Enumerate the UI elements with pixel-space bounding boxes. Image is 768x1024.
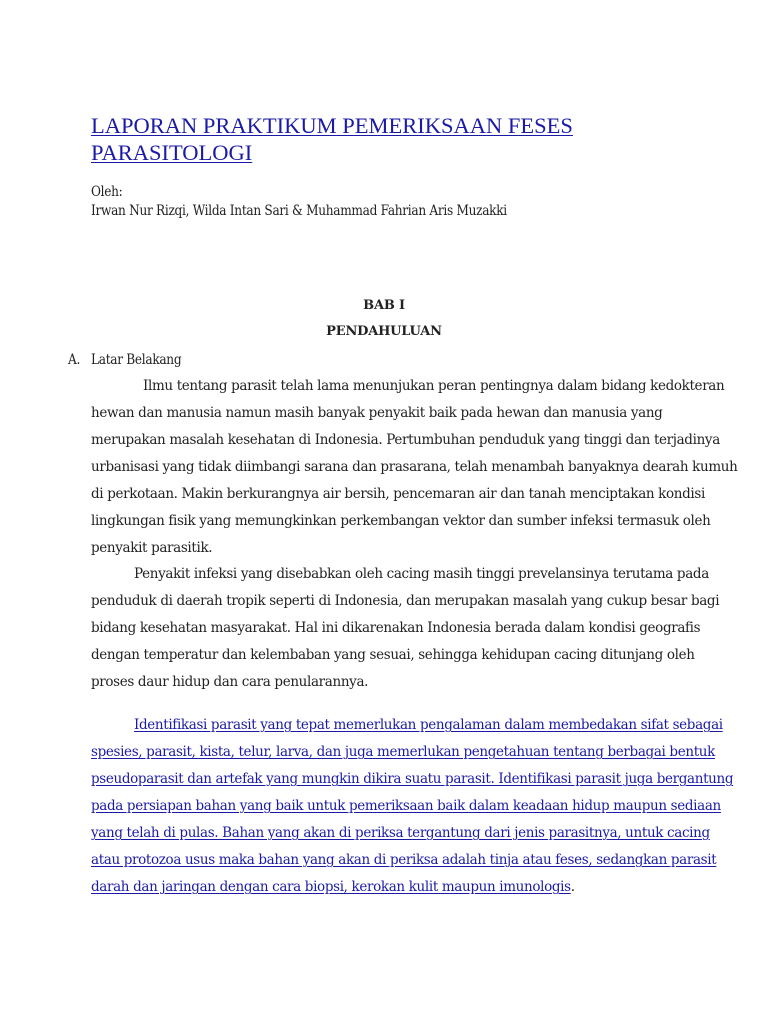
paragraph-3-link[interactable]	[91, 712, 734, 901]
paragraph-line: proses daur hidup dan cara penularannya.	[91, 674, 369, 690]
paragraph-link-line[interactable]	[91, 874, 691, 901]
link-text[interactable]: Identifikasi parasit yang tepat memerlukan pengalaman dalam membedakan sifat sebagai	[134, 717, 723, 733]
author-names: Irwan Nur Rizqi, Wilda Intan Sari & Muhammad Fahrian Aris Muzakki	[91, 203, 507, 219]
paragraph-line: Ilmu tentang parasit telah lama menunjukan peran pentingnya dalam bidang kedokteran	[143, 378, 725, 394]
link-text[interactable]: pada persiapan bahan yang baik untuk pemeriksaan baik dalam keadaan hidup maupun sediaan	[91, 798, 721, 814]
paragraph-line: urbanisasi yang tidak diimbangi sarana dan prasarana, telah menambah banyaknya dearah kumuh	[91, 459, 738, 475]
section-title: Latar Belakang	[91, 352, 182, 368]
paragraph-line: bidang kesehatan masyarakat. Hal ini dikarenakan Indonesia berada dalam kondisi geografis	[91, 620, 701, 636]
paragraph-link-line[interactable]	[91, 820, 710, 847]
paragraph-line: dengan temperatur dan kelembaban yang sesuai, sehingga kehidupan cacing ditunjang oleh	[91, 647, 695, 663]
paragraph-end-period: .	[570, 879, 575, 895]
paragraph-link-line[interactable]	[91, 847, 717, 874]
link-text[interactable]: yang telah di pulas. Bahan yang akan di periksa tergantung dari jenis parasitnya, untuk cacing	[91, 825, 710, 841]
paragraph-line: penduduk di daerah tropik seperti di Indonesia, dan merupakan masalah yang cukup besar bagi	[91, 593, 720, 609]
paragraph-line: merupakan masalah kesehatan di Indonesia. Pertumbuhan penduduk yang tinggi dan terjadinya	[91, 432, 720, 448]
paragraph-2	[91, 561, 720, 696]
section-heading	[68, 350, 181, 370]
paragraph-link-line[interactable]	[91, 712, 723, 739]
author-label: Oleh:	[91, 184, 123, 200]
paragraph-line: lingkungan fisik yang memungkinkan perkembangan vektor dan sumber infeksi termasuk oleh	[91, 513, 711, 529]
paragraph-1	[91, 373, 738, 562]
chapter-title: PENDAHULUAN	[326, 324, 442, 339]
paragraph-line: penyakit parasitik.	[91, 540, 213, 556]
link-text[interactable]: atau protozoa usus maka bahan yang akan di periksa adalah tinja atau feses, sedangkan parasit	[91, 852, 717, 868]
link-text[interactable]: spesies, parasit, kista, telur, larva, dan juga memerlukan pengetahuan tentang berbagai bentuk	[91, 744, 715, 760]
chapter-number: BAB I	[363, 298, 405, 313]
paragraph-line: di perkotaan. Makin berkurangnya air bersih, pencemaran air dan tanah menciptakan kondisi	[91, 486, 705, 502]
paragraph-line: Penyakit infeksi yang disebabkan oleh cacing masih tinggi prevelansinya terutama pada	[134, 566, 709, 582]
paragraph-link-line[interactable]	[91, 739, 715, 766]
link-text[interactable]: darah dan jaringan dengan cara biopsi, kerokan kulit maupun imunologis	[91, 879, 571, 895]
paragraph-line: hewan dan manusia namun masih banyak penyakit baik pada hewan dan manusia yang	[91, 405, 663, 421]
paragraph-link-line[interactable]	[91, 793, 721, 820]
paragraph-link-line[interactable]	[91, 766, 734, 793]
section-letter: A.	[68, 352, 81, 368]
link-text[interactable]: pseudoparasit dan artefak yang mungkin dikira suatu parasit. Identifikasi parasit juga bergantung	[91, 771, 734, 787]
document-title[interactable]: LAPORAN PRAKTIKUM PEMERIKSAAN FESES PARASITOLOGI	[91, 113, 573, 165]
